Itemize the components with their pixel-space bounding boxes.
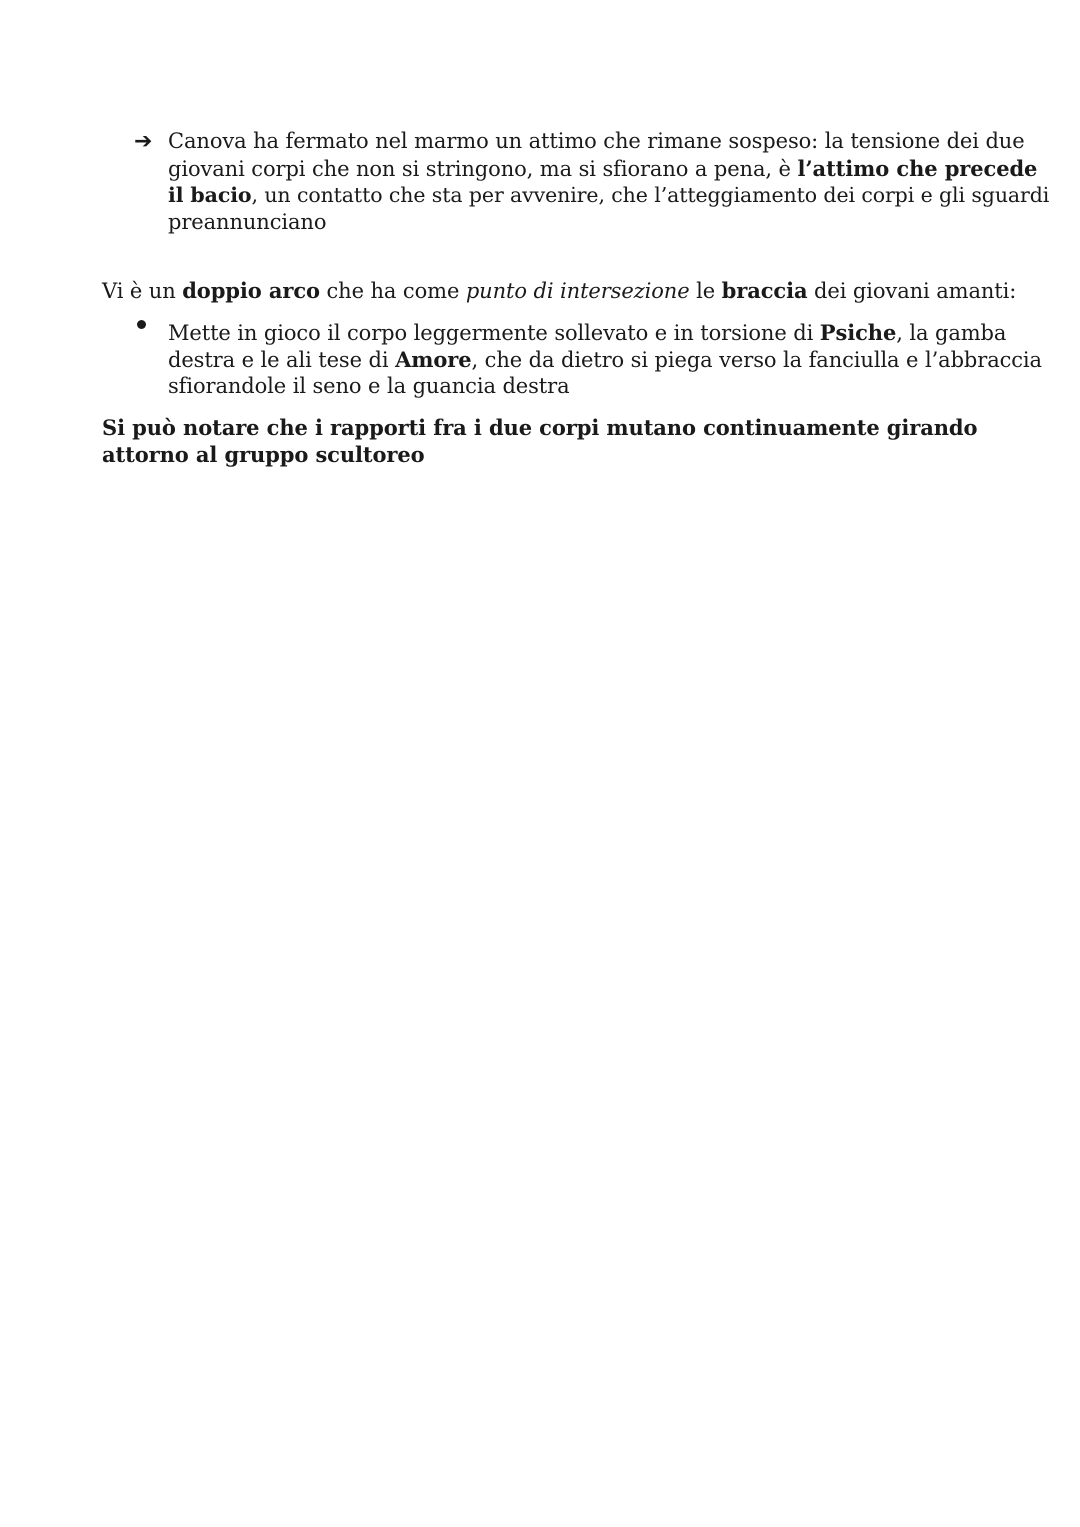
arrow-item-text: giovani corpi che non si stringono, ma si sfiorano a pena, è: [168, 157, 798, 181]
bullet-item-line-1: Mette in gioco il corpo leggermente sollevato e in torsione di Psiche, la gamba: [168, 320, 1007, 345]
arrow-item-text: , un contatto che sta per avvenire, che l’atteggiamento dei corpi e gli sguardi: [251, 183, 1050, 207]
arrow-item-line-2: [168, 155, 1037, 183]
arrow-item-line-1: [168, 128, 1025, 155]
conclusion-text: attorno al gruppo scultoreo: [102, 442, 425, 467]
conclusion-text: Si può notare che i rapporti fra i due corpi mutano continuamente girando: [102, 415, 978, 440]
conclusion-line-1: [102, 414, 977, 442]
arrow-item-text: preannunciano: [168, 210, 327, 234]
bullet-item-line-2: destra e le ali tese di Amore, che da dietro si piega verso la fanciulla e l’abbraccia: [168, 347, 1042, 372]
arrow-item-bold: il bacio: [168, 183, 252, 207]
arrow-item-line-4: [168, 209, 326, 236]
arrow-item-bold: l’attimo che precede: [797, 156, 1038, 181]
paragraph-italic: punto di intersezione: [465, 279, 690, 303]
arrow-item-line-3: [168, 182, 1049, 209]
bullet-item-bold: Amore: [395, 347, 472, 372]
conclusion-line-2: [102, 441, 425, 469]
bullet-icon: [137, 320, 146, 329]
paragraph-line: Vi è un doppio arco che ha come punto di intersezione le braccia dei giovani amanti:: [102, 278, 1017, 303]
right-arrow-icon: ➔: [134, 129, 153, 154]
arrow-item-text: Canova ha fermato nel marmo un attimo che rimane sospeso: la tensione dei due: [168, 129, 1025, 153]
paragraph-bold: braccia: [721, 278, 808, 303]
bullet-item-bold: Psiche: [819, 320, 897, 345]
paragraph-bold: doppio arco: [182, 278, 320, 303]
bullet-item-line-3: sfiorandole il seno e la guancia destra: [168, 374, 570, 398]
